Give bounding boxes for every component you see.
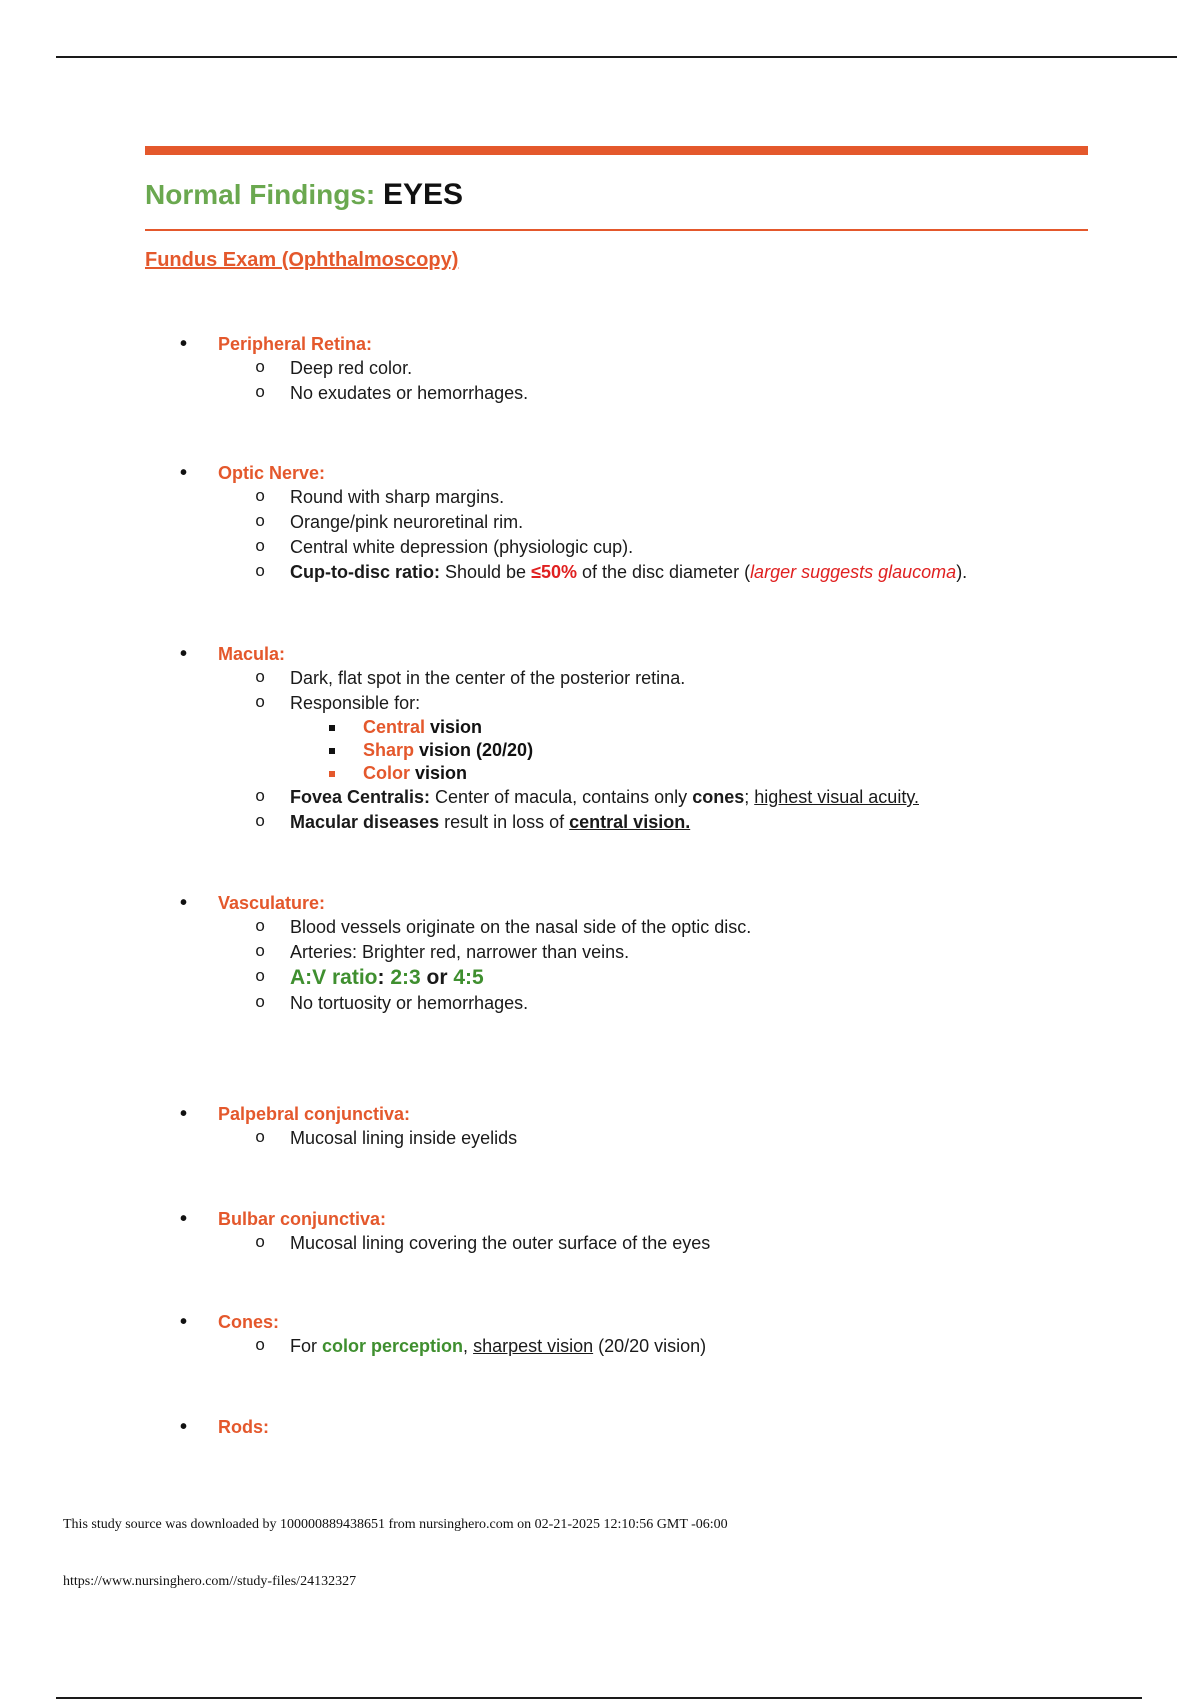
- sub-list-item: Central vision: [180, 716, 919, 739]
- bullet-label: • Palpebral conjunctiva:: [180, 1102, 517, 1126]
- sub-list-item: Sharp vision (20/20): [180, 739, 919, 762]
- sub-list-item: Color vision: [180, 762, 919, 785]
- fovea-item: o Fovea Centralis: Center of macula, contains only cones; highest visual acuity.: [255, 787, 919, 807]
- section-vasculature: [180, 891, 751, 1016]
- header-accent-bar: [145, 146, 1088, 155]
- list-item: o For color perception, sharpest vision (20/20 vision): [255, 1336, 707, 1356]
- section-bulbar-conjunctiva: [180, 1207, 710, 1256]
- bottom-rule: [56, 1697, 1142, 1699]
- list-item: o No tortuosity or hemorrhages.: [255, 993, 529, 1013]
- list-item: o Arteries: Brighter red, narrower than veins.: [255, 942, 630, 962]
- av-ratio-item: o A:V ratio: 2:3 or 4:5: [255, 966, 484, 989]
- list-item: o Deep red color.: [255, 358, 413, 378]
- bullet-label: • Bulbar conjunctiva:: [180, 1207, 710, 1231]
- list-item: o Blood vessels originate on the nasal side of the optic disc.: [255, 917, 752, 937]
- bullet-label: • Peripheral Retina:: [180, 332, 528, 356]
- list-item: o Round with sharp margins.: [255, 487, 505, 507]
- list-item: o Mucosal lining inside eyelids: [255, 1128, 518, 1148]
- section-optic-nerve: [180, 461, 967, 585]
- section-subtitle: Fundus Exam (Ophthalmoscopy): [145, 249, 459, 271]
- list-item: o No exudates or hemorrhages.: [255, 383, 529, 403]
- page-title-main: EYES: [383, 178, 464, 211]
- list-item: o Central white depression (physiologic cup).: [255, 537, 634, 557]
- page-title-lead: Normal Findings:: [145, 179, 376, 210]
- source-url[interactable]: https://www.nursinghero.com//study-files/24132327: [63, 1574, 357, 1589]
- macular-disease-item: o Macular diseases result in loss of central vision.: [255, 812, 691, 832]
- bullet-label: • Cones:: [180, 1310, 706, 1334]
- list-item: o Responsible for:: [255, 693, 421, 713]
- list-item: o Orange/pink neuroretinal rim.: [255, 512, 524, 532]
- section-peripheral-retina: [180, 332, 528, 406]
- cup-ratio-value: ≤50%: [531, 562, 577, 582]
- list-item: o Dark, flat spot in the center of the posterior retina.: [255, 668, 686, 688]
- title-divider: [145, 229, 1088, 231]
- bullet-label: • Rods:: [180, 1415, 269, 1439]
- list-item: o Mucosal lining covering the outer surface of the eyes: [255, 1233, 711, 1253]
- bullet-label: • Optic Nerve:: [180, 461, 967, 485]
- bullet-label: • Vasculature:: [180, 891, 751, 915]
- section-macula: [180, 642, 919, 835]
- section-cones: [180, 1310, 706, 1359]
- bullet-label: • Macula:: [180, 642, 919, 666]
- download-note: This study source was downloaded by 100000889438651 from nursinghero.com on 02-21-2025 12:10:56 GMT -06:00: [63, 1517, 728, 1532]
- page-title: [145, 178, 463, 212]
- section-rods: [180, 1415, 269, 1439]
- top-rule: [56, 56, 1177, 58]
- section-palpebral-conjunctiva: [180, 1102, 517, 1151]
- cup-to-disc-item: o Cup-to-disc ratio: Should be ≤50% of the disc diameter (larger suggests glaucoma).: [255, 562, 968, 582]
